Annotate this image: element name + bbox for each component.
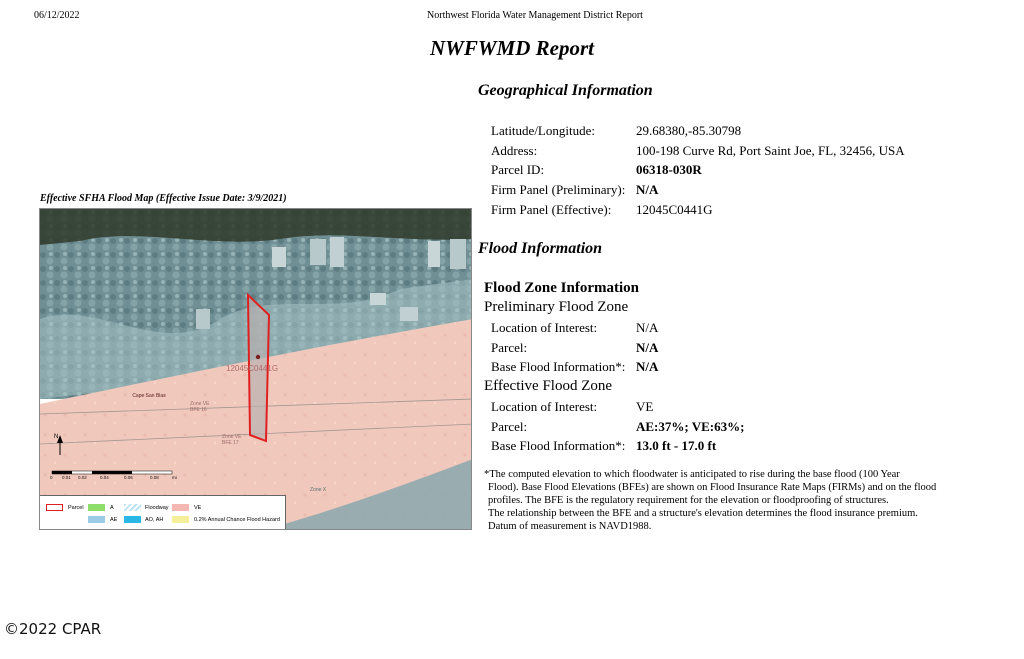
page-title: NWFWMD Report (430, 36, 594, 60)
legend-label: A (110, 505, 114, 511)
geo-row-parcel-id: Parcel ID: 06318-030R (491, 162, 702, 178)
zone-label: Zone X (310, 487, 327, 493)
house (196, 309, 210, 329)
legend-swatch-ae (88, 516, 105, 523)
legend-label: AO, AH (145, 517, 164, 523)
house (330, 237, 344, 267)
house (310, 239, 326, 265)
geo-row-latlon: Latitude/Longitude: 29.68380,-85.30798 (491, 123, 742, 138)
legend-label: Floodway (145, 505, 169, 511)
legend-label: 0.2% Annual Chance Flood Hazard (194, 517, 280, 523)
footnote-line: The relationship between the BFE and a structure's elevation determines the flood insurance premium. (488, 508, 918, 519)
legend-label: AE (110, 517, 118, 523)
zone-label: Zone VE BFE 16 (190, 401, 210, 413)
preliminary-zone-heading: Preliminary Flood Zone (484, 299, 629, 315)
house (428, 241, 440, 267)
house (450, 239, 466, 269)
legend-swatch-floodway (124, 504, 141, 511)
legend-swatch-a (88, 504, 105, 511)
geo-row-address: Address: 100-198 Curve Rd, Port Saint Joe, FL, 32456, USA (491, 142, 905, 158)
effective-row-location: Location of Interest: VE (491, 399, 654, 414)
footnote-line: Flood). Base Flood Elevations (BFEs) are shown on Flood Insurance Rate Maps (FIRMs) and on the flood (488, 482, 937, 493)
geo-table (491, 121, 991, 219)
prelim-row-bfe: Base Flood Information*: N/A (491, 359, 659, 375)
report-date: 06/12/2022 (34, 10, 80, 21)
preliminary-zone-table (491, 318, 991, 377)
flood-map[interactable]: N 0 0.01 0.02 0.04 0.06 0.08 mi 12045C0441G Cape San Blas Zone VE BFE 16 Zone VE BFE 17 Zone X Parcel A Floodway VE AE AO, AH 0.2% Annual Chance Flood Hazard (39, 208, 472, 530)
legend-label: Parcel (68, 505, 84, 511)
report-source: Northwest Florida Water Management District Report (427, 10, 643, 21)
effective-zone-table (491, 397, 991, 456)
effective-zone-heading: Effective Flood Zone (484, 378, 613, 394)
house (272, 247, 286, 267)
flood-heading: Flood Information (478, 240, 603, 257)
legend-label: VE (194, 505, 202, 511)
legend-swatch-parcel (46, 504, 63, 511)
panel-label: 12045C0441G (226, 364, 279, 373)
copyright: ©2022 CPAR (4, 620, 102, 638)
location-marker (256, 355, 260, 359)
legend-swatch-x500 (172, 516, 189, 523)
legend-swatch-ao-ah (124, 516, 141, 523)
prelim-row-location: Location of Interest: N/A (491, 320, 659, 335)
zone-label: Zone VE BFE 17 (222, 434, 242, 446)
prelim-row-parcel: Parcel: N/A (491, 339, 659, 355)
footnote-line: profiles. The BFE is the regulatory requirement for the elevation or floodproofing of structures. (488, 495, 889, 506)
flood-zone-heading: Flood Zone Information (484, 280, 640, 296)
north-label: N (54, 434, 59, 440)
place-label: Cape San Blas (132, 393, 166, 399)
map-legend (40, 495, 286, 530)
footnote-line: Datum of measurement is NAVD1988. (488, 521, 652, 532)
house (370, 293, 386, 305)
geo-heading: Geographical Information (478, 82, 653, 99)
geo-row-firm-preliminary: Firm Panel (Preliminary): N/A (491, 182, 659, 198)
house (400, 307, 418, 321)
legend-swatch-ve (172, 504, 189, 511)
geo-row-firm-effective: Firm Panel (Effective): 12045C0441G (491, 201, 713, 217)
map-caption: Effective SFHA Flood Map (Effective Issue Date: 3/9/2021) (40, 193, 287, 204)
footnote-line: *The computed elevation to which floodwater is anticipated to rise during the base flood (100 Year (484, 469, 900, 480)
effective-row-bfe: Base Flood Information*: 13.0 ft - 17.0 ft (491, 438, 717, 454)
effective-row-parcel: Parcel: AE:37%; VE:63%; (491, 418, 745, 434)
bfe-footnote (484, 468, 954, 533)
